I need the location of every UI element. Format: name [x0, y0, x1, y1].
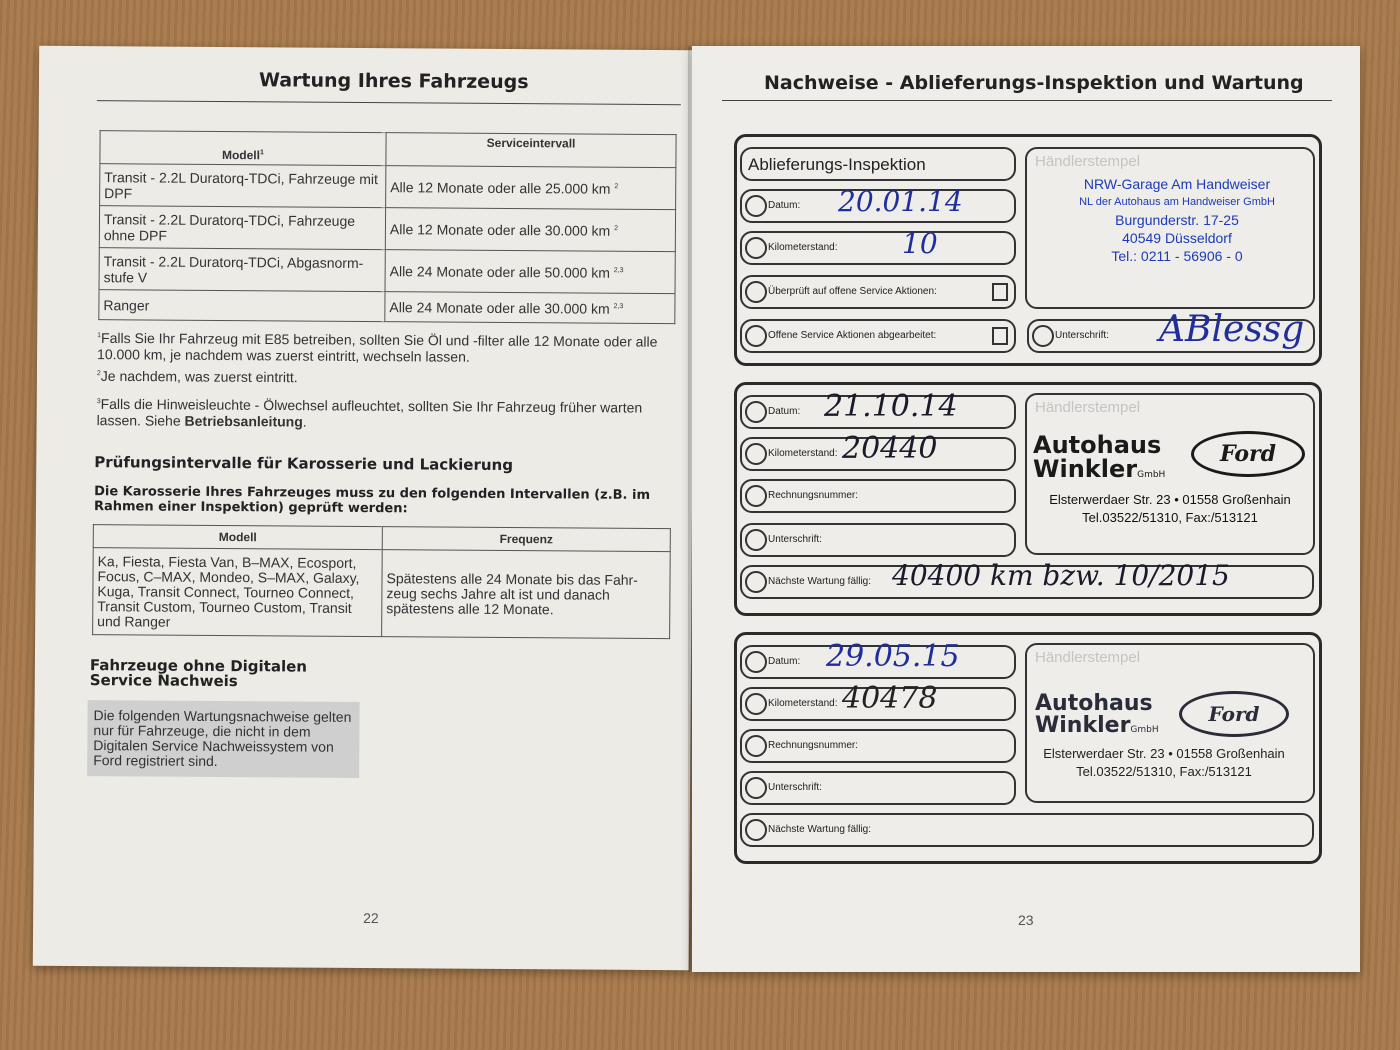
- page-title: Nachweise - Ablieferungs-Inspektion und Wartung: [764, 72, 1304, 94]
- date-radio[interactable]: [745, 401, 767, 423]
- mileage-radio[interactable]: [745, 237, 767, 259]
- signature-radio[interactable]: [745, 529, 767, 551]
- stamp-autohaus-logo: [1033, 433, 1165, 487]
- table-row: [99, 206, 675, 252]
- invoice-label: Rechnungsnummer:: [768, 740, 859, 751]
- date-label: Datum:: [768, 406, 801, 417]
- title-rule: [722, 100, 1332, 101]
- mileage-field[interactable]: [740, 681, 1016, 721]
- date-label: Datum:: [768, 200, 801, 211]
- stamp-line: NL der Autohaus am Handweiser GmbH: [1079, 196, 1275, 208]
- table-row: [100, 164, 676, 210]
- title-rule: [97, 100, 681, 105]
- mileage-field[interactable]: [740, 227, 1016, 265]
- mileage-field[interactable]: [740, 431, 1016, 471]
- signature-radio[interactable]: [1032, 325, 1054, 347]
- delivery-inspection-label: Ablieferungs-Inspektion: [748, 155, 926, 174]
- signature-radio[interactable]: [745, 777, 767, 799]
- table-row: [99, 290, 675, 324]
- mileage-handwritten: 40478: [842, 681, 938, 716]
- dealer-stamp-header: Händlerstempel: [1035, 649, 1141, 666]
- interval-cell: Alle 12 Monate oder alle 25.000 km $^2$: [386, 166, 676, 210]
- check-open-actions-radio[interactable]: [745, 281, 767, 303]
- footnote-2: $^2$Je nachdem, was zuerst eintritt.: [96, 367, 298, 386]
- interval-cell: Alle 12 Monate oder alle 30.000 km $^2$: [385, 208, 675, 252]
- stamp-address-block: [1027, 745, 1301, 781]
- signature-handwritten: ABlessg: [1159, 309, 1305, 350]
- service-record-block-1: [734, 382, 1322, 616]
- stamp-brand: Autohaus: [1033, 431, 1162, 459]
- footnote-1: $^1$Falls Sie Ihr Fahrzeug mit E85 betreiben, sollten Sie Öl und -filter alle 12 Monate oder alle 10.000 km, je nachdem was zuerst eintritt, wechseln lassen.: [97, 329, 658, 365]
- signature-label: Unterschrift:: [768, 534, 822, 545]
- next-service-label: Nächste Wartung fällig:: [768, 824, 872, 835]
- invoice-field[interactable]: [740, 729, 1016, 763]
- table-header-row: [100, 131, 676, 168]
- actions-done-label: Offene Service Aktionen abgearbeitet:: [768, 330, 937, 341]
- checkbox-icon[interactable]: [992, 283, 1008, 301]
- stamp-line: Burgunderstr. 17-25: [1115, 212, 1239, 228]
- signature-label: Unterschrift:: [1055, 330, 1109, 341]
- dealer-stamp-nrw: [1027, 175, 1327, 265]
- checkbox-icon[interactable]: [992, 327, 1008, 345]
- next-service-handwritten: 40400 km bzw. 10/2015: [892, 559, 1230, 592]
- date-field[interactable]: [740, 185, 1016, 223]
- actions-done-radio[interactable]: [745, 325, 767, 347]
- mileage-label: Kilometerstand:: [768, 242, 838, 253]
- right-page: [692, 46, 1360, 972]
- delivery-inspection-heading: [740, 147, 1016, 181]
- stamp-address-block: [1027, 491, 1313, 527]
- date-label: Datum:: [768, 656, 801, 667]
- stamp-brand: Autohaus: [1035, 691, 1153, 716]
- invoice-field[interactable]: [740, 479, 1016, 513]
- stamp-address: Elsterwerdaer Str. 23 • 01558 Großenhain: [1049, 492, 1291, 507]
- date-handwritten: 21.10.14: [824, 389, 958, 424]
- invoice-label: Rechnungsnummer:: [768, 490, 859, 501]
- column-header-model: Modell$^1$: [100, 131, 386, 166]
- delivery-inspection-block: [734, 134, 1322, 366]
- dealer-stamp-box: [1025, 643, 1315, 803]
- stamp-name: Winkler: [1035, 713, 1131, 738]
- signature-label: Unterschrift:: [768, 782, 822, 793]
- invoice-radio[interactable]: [745, 735, 767, 757]
- stamp-name: Winkler: [1033, 455, 1138, 483]
- stamp-suffix: GmbH: [1130, 725, 1159, 735]
- date-radio[interactable]: [745, 651, 767, 673]
- invoice-radio[interactable]: [745, 485, 767, 507]
- digital-info-box: Die folgenden Wartungsnachweise gelten nur für Fahrzeuge, die nicht in dem Digitalen Service Nachweissystem von Ford registriert sind.: [87, 700, 360, 778]
- column-header-frequency: Frequenz: [382, 527, 670, 552]
- next-service-field[interactable]: [740, 559, 1314, 599]
- frequency-cell: Spätestens alle 24 Monate bis das Fahr-zeug sechs Jahre alt ist und danach spätestens alle 12 Monate.: [382, 550, 671, 639]
- model-cell: Ka, Fiesta, Fiesta Van, B–MAX, Ecosport, Focus, C–MAX, Mondeo, S–MAX, Galaxy, Kuga, Transit Connect, Tourneo Connect, Transit Custom, Tourneo Custom, Transit und Ranger: [93, 548, 383, 637]
- model-cell: Transit - 2.2L Duratorq-TDCi, Fahrzeuge ohne DPF: [99, 206, 385, 250]
- check-open-actions-field[interactable]: [740, 275, 1016, 309]
- mileage-radio[interactable]: [745, 693, 767, 715]
- next-service-radio[interactable]: [745, 571, 767, 593]
- page-number: 23: [1018, 912, 1034, 928]
- digital-heading: Fahrzeuge ohne Digitalen Service Nachweis: [89, 656, 308, 691]
- service-record-block-2: [734, 632, 1322, 864]
- stamp-suffix: GmbH: [1137, 470, 1166, 480]
- dealer-stamp-header: Händlerstempel: [1035, 399, 1141, 416]
- check-open-actions-label: Überprüft auf offene Service Aktionen:: [768, 286, 937, 297]
- signature-field[interactable]: [1027, 309, 1315, 353]
- column-header-model: Modell: [93, 525, 382, 550]
- mileage-radio[interactable]: [745, 443, 767, 465]
- next-service-field[interactable]: [740, 813, 1314, 847]
- date-handwritten: 29.05.15: [826, 639, 960, 674]
- date-field[interactable]: [740, 639, 1016, 679]
- interval-cell: Alle 24 Monate oder alle 30.000 km $^{2,3}$: [385, 292, 675, 324]
- model-cell: Transit - 2.2L Duratorq-TDCi, Abgasnorm-stufe V: [99, 248, 385, 292]
- stamp-line: NRW-Garage Am Handweiser: [1083, 176, 1271, 192]
- stamp-address: Elsterwerdaer Str. 23 • 01558 Großenhain: [1043, 746, 1285, 761]
- service-interval-table: [98, 130, 676, 324]
- ford-logo: Ford: [1191, 431, 1305, 477]
- footnote-3: $^3$Falls die Hinweisleuchte - Ölwechsel aufleuchtet, sollten Sie Ihr Fahrzeug früher warten lassen. Siehe Betriebsanleitung.: [96, 395, 643, 430]
- date-handwritten: 20.01.14: [838, 185, 963, 218]
- operating-manual-ref: Betriebsanleitung: [184, 412, 303, 430]
- stamp-line: 40549 Düsseldorf: [1122, 230, 1232, 246]
- body-inspection-table: [92, 524, 671, 639]
- stamp-phone: Tel.03522/51310, Fax:/513121: [1076, 764, 1252, 779]
- stamp-autohaus-logo: [1035, 693, 1159, 741]
- mileage-label: Kilometerstand:: [768, 698, 838, 709]
- model-cell: Ranger: [99, 290, 385, 322]
- model-cell: Transit - 2.2L Duratorq-TDCi, Fahrzeuge mit DPF: [100, 164, 386, 208]
- signature-field[interactable]: [740, 771, 1016, 805]
- dealer-stamp-header: Händlerstempel: [1035, 153, 1141, 170]
- column-header-interval: Serviceintervall: [386, 133, 676, 168]
- interval-cell: Alle 24 Monate oder alle 50.000 km $^{2,3}$: [385, 250, 675, 294]
- date-radio[interactable]: [745, 195, 767, 217]
- mileage-handwritten: 10: [902, 227, 938, 260]
- table-row: [99, 248, 675, 294]
- page-number: 22: [363, 910, 379, 927]
- next-service-label: Nächste Wartung fällig:: [768, 576, 872, 587]
- ford-logo: Ford: [1179, 691, 1289, 737]
- table-row: [93, 548, 671, 639]
- section-intro: Die Karosserie Ihres Fahrzeuges muss zu den folgenden Intervallen (z.B. im Rahmen einer Inspektion) geprüft werden:: [93, 484, 651, 517]
- signature-field[interactable]: [740, 523, 1016, 557]
- section-heading: Prüfungsintervalle für Karosserie und Lackierung: [94, 453, 514, 475]
- dealer-stamp-box: [1025, 147, 1315, 309]
- date-field[interactable]: [740, 389, 1016, 429]
- stamp-line: Tel.: 0211 - 56906 - 0: [1111, 248, 1243, 264]
- left-page: [33, 46, 695, 971]
- mileage-handwritten: 20440: [842, 431, 938, 466]
- dealer-stamp-box: [1025, 393, 1315, 555]
- stamp-phone: Tel.03522/51310, Fax:/513121: [1082, 510, 1258, 525]
- next-service-radio[interactable]: [745, 819, 767, 841]
- page-title: Wartung Ihres Fahrzeugs: [258, 69, 529, 94]
- actions-done-field[interactable]: [740, 319, 1016, 353]
- mileage-label: Kilometerstand:: [768, 448, 838, 459]
